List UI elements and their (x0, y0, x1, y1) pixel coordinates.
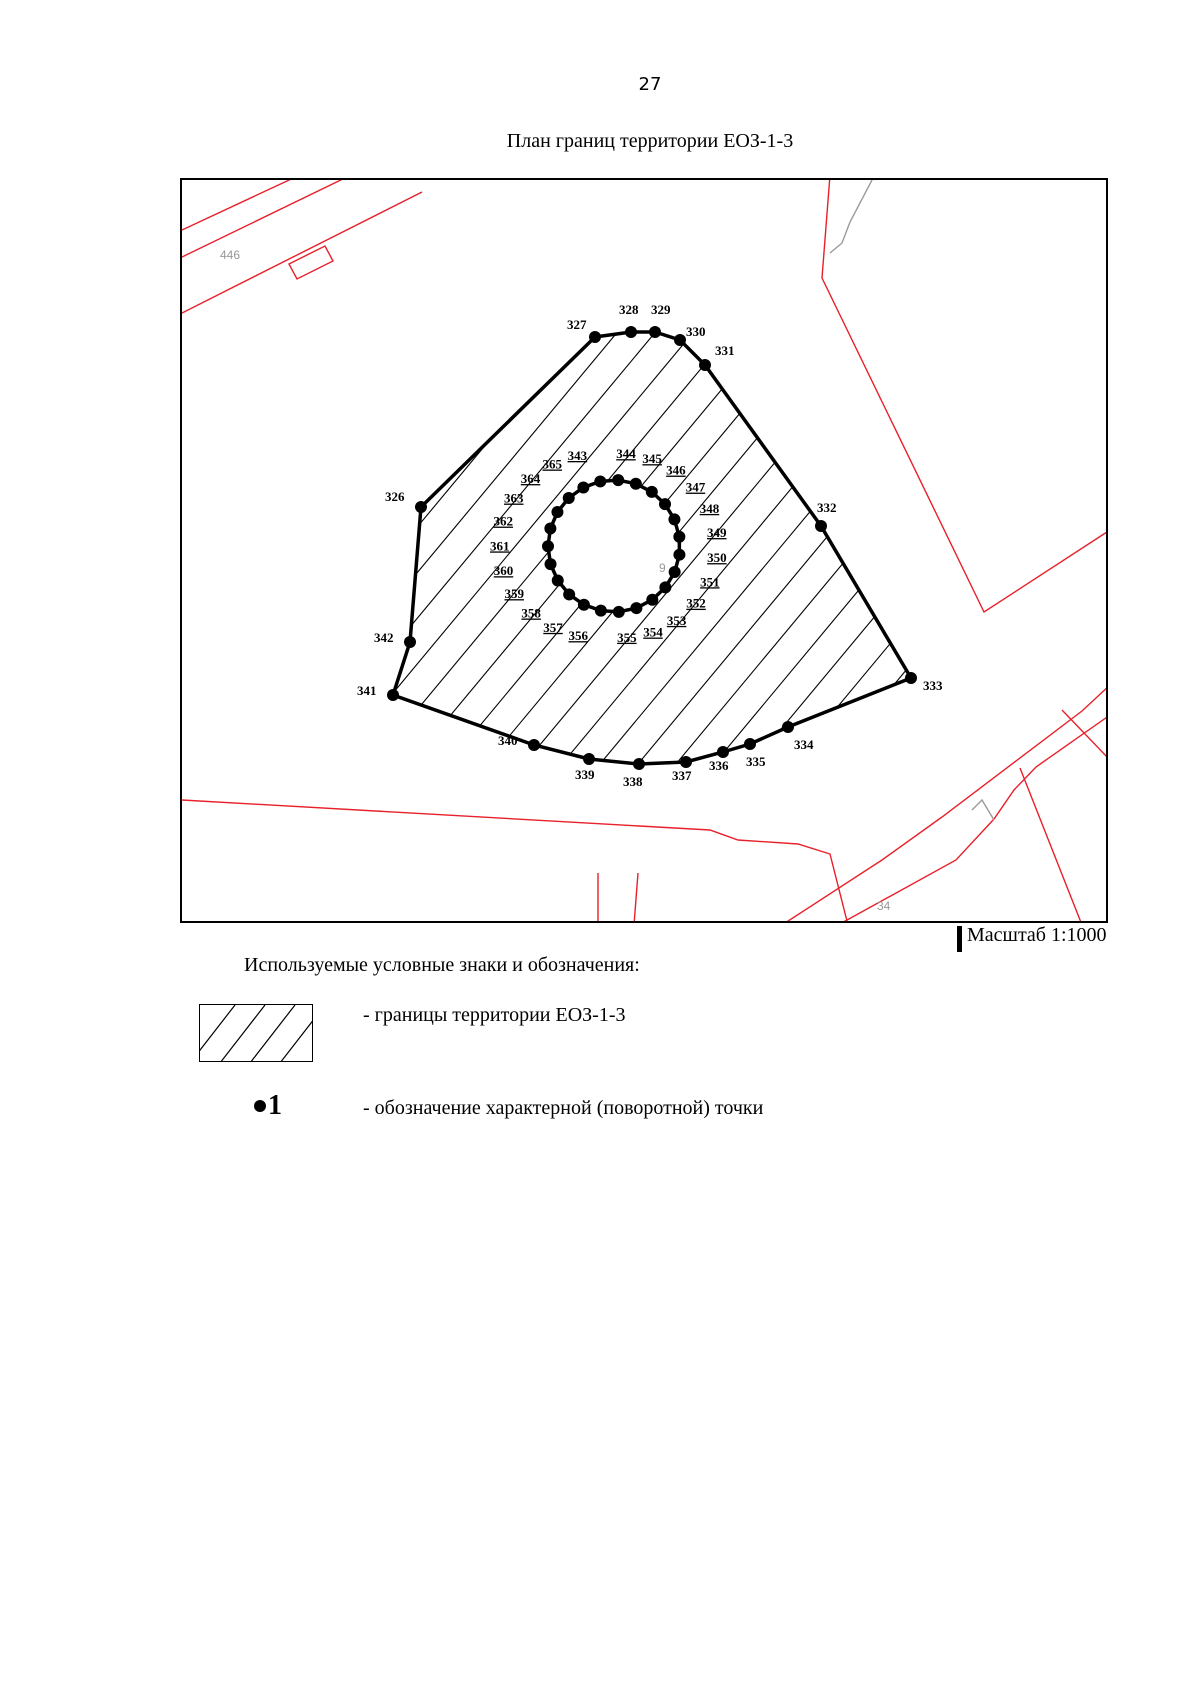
point-label: 339 (575, 767, 595, 782)
hatch-line (182, 180, 478, 923)
hatch-line (618, 180, 1108, 923)
hatch-line (580, 180, 1108, 923)
boundary-point-marker (563, 588, 575, 600)
legend-title: Используемые условные знаки и обозначения: (244, 954, 640, 976)
hatch-line (466, 180, 1086, 923)
boundary-point-marker (625, 326, 637, 338)
boundary-point-marker (545, 558, 557, 570)
boundary-point-marker (552, 575, 564, 587)
point-label: 347 (685, 479, 706, 495)
boundary-point-marker (659, 581, 671, 593)
point-label: 330 (686, 324, 706, 339)
map-frame (180, 178, 1108, 923)
boundary-point-marker (905, 672, 917, 684)
hatch-line (846, 180, 1108, 923)
boundary-point-marker (680, 756, 692, 768)
point-label: 328 (619, 302, 639, 317)
hatch-line (390, 180, 1010, 923)
boundary-point-marker (583, 753, 595, 765)
boundary-point-marker (613, 606, 625, 618)
boundary-point-marker (669, 566, 681, 578)
boundary-point-marker (589, 331, 601, 343)
point-label: 359 (504, 586, 524, 602)
boundary-point-marker (717, 746, 729, 758)
hatch-line (182, 180, 402, 923)
boundary-point-marker (630, 478, 642, 490)
boundary-point-marker (595, 605, 607, 617)
hatch-line (694, 180, 1108, 923)
hatch-line (808, 180, 1108, 923)
boundary-point-marker (649, 326, 661, 338)
hatch-line (276, 180, 896, 923)
point-label: 331 (715, 343, 735, 358)
hatch-line (182, 180, 782, 923)
point-label: 361 (490, 538, 510, 554)
point-label: 348 (699, 500, 720, 516)
map-canvas (182, 180, 1108, 923)
legend-point-symbol (254, 1090, 282, 1122)
legend-hatch-swatch (199, 1004, 313, 1062)
boundary-point-marker (782, 721, 794, 733)
hatch-line (1074, 180, 1108, 923)
point-label: 351 (700, 574, 720, 590)
point-dot-icon (254, 1100, 266, 1112)
map-title: План границ территории ЕОЗ-1-3 (506, 130, 794, 152)
point-label: 354 (643, 624, 663, 640)
point-label: 327 (567, 317, 587, 332)
point-label: 365 (542, 456, 563, 472)
point-label: 353 (666, 612, 687, 628)
hatch-line (504, 180, 1108, 923)
point-label: 343 (567, 448, 588, 464)
point-label: 341 (357, 683, 377, 698)
point-label: 349 (707, 525, 727, 541)
point-label: 350 (707, 550, 727, 566)
hatch-line (182, 180, 516, 923)
point-label: 334 (794, 737, 814, 752)
point-label: 344 (616, 446, 636, 462)
point-label: 357 (543, 619, 563, 635)
boundary-point-marker (563, 492, 575, 504)
point-label: 337 (672, 768, 692, 783)
boundary-point-marker (668, 513, 680, 525)
hatch-line (352, 180, 972, 923)
boundary-point-marker (673, 549, 685, 561)
point-labels (357, 302, 943, 789)
point-label: 336 (709, 758, 729, 773)
point-label: 340 (498, 733, 518, 748)
boundary-point-marker (594, 475, 606, 487)
boundary-point-marker (699, 359, 711, 371)
territory-outer-boundary (393, 332, 911, 764)
hatch-line (182, 180, 630, 923)
point-label: 345 (642, 451, 662, 467)
legend-hatch-text: - границы территории ЕОЗ-1-3 (363, 1004, 626, 1026)
boundary-point-marker (815, 520, 827, 532)
boundary-point-marker (673, 531, 685, 543)
point-label: 342 (374, 630, 394, 645)
boundary-point-marker (578, 599, 590, 611)
point-label: 335 (746, 754, 766, 769)
hatch-line (182, 180, 706, 923)
point-label: 326 (385, 489, 405, 504)
hatch-line (542, 180, 1108, 923)
hatch-line (1036, 180, 1108, 923)
boundary-point-marker (387, 689, 399, 701)
point-label: 355 (617, 629, 637, 645)
point-label: 346 (666, 462, 686, 478)
boundary-point-marker (415, 501, 427, 513)
hatch-line (182, 180, 744, 923)
boundary-point-marker (633, 758, 645, 770)
hatch-line (182, 180, 440, 923)
boundary-point-marker (577, 482, 589, 494)
boundary-point-marker (744, 738, 756, 750)
point-label: 352 (686, 595, 706, 611)
point-label: 363 (504, 490, 524, 506)
point-label: 360 (493, 563, 514, 579)
boundary-point-marker (659, 498, 671, 510)
page-number: 27 (638, 74, 662, 95)
hatch-line (732, 180, 1108, 923)
boundary-point-marker (542, 540, 554, 552)
hatch-line (200, 180, 820, 923)
hatch-line (314, 180, 934, 923)
boundary-point-marker (674, 334, 686, 346)
boundary-point-marker (551, 506, 563, 518)
parcel-number: 34 (877, 899, 891, 913)
legend-point-number: 1 (268, 1090, 282, 1121)
point-label: 338 (623, 774, 643, 789)
map-scale: Масштаб 1:1000 (967, 924, 1107, 946)
road-lines (830, 180, 994, 820)
point-label: 364 (520, 471, 541, 487)
point-label: 333 (923, 678, 943, 693)
cadastral-lines (182, 180, 1108, 923)
hatch-line (960, 180, 1108, 923)
boundary-point-marker (646, 594, 658, 606)
point-label: 356 (568, 628, 588, 644)
hatch-line (182, 180, 668, 923)
parcel-number: 446 (220, 248, 241, 262)
point-label: 362 (493, 513, 514, 529)
boundary-point-marker (630, 602, 642, 614)
hatch-line (884, 180, 1108, 923)
parcel-number: 9 (659, 561, 666, 575)
point-label: 329 (651, 302, 671, 317)
hatch-line (770, 180, 1108, 923)
point-label: 332 (817, 500, 837, 515)
boundary-point-marker (528, 739, 540, 751)
point-label: 358 (521, 605, 541, 621)
boundary-point-marker (612, 474, 624, 486)
territory-hatching (182, 180, 1108, 923)
legend-point-text: - обозначение характерной (поворотной) точки (363, 1097, 764, 1119)
hatch-line (998, 180, 1108, 923)
boundary-point-marker (646, 486, 658, 498)
boundary-point-marker (544, 522, 556, 534)
scale-bar-marker (957, 926, 962, 952)
boundary-points (387, 326, 917, 770)
boundary-point-marker (404, 636, 416, 648)
